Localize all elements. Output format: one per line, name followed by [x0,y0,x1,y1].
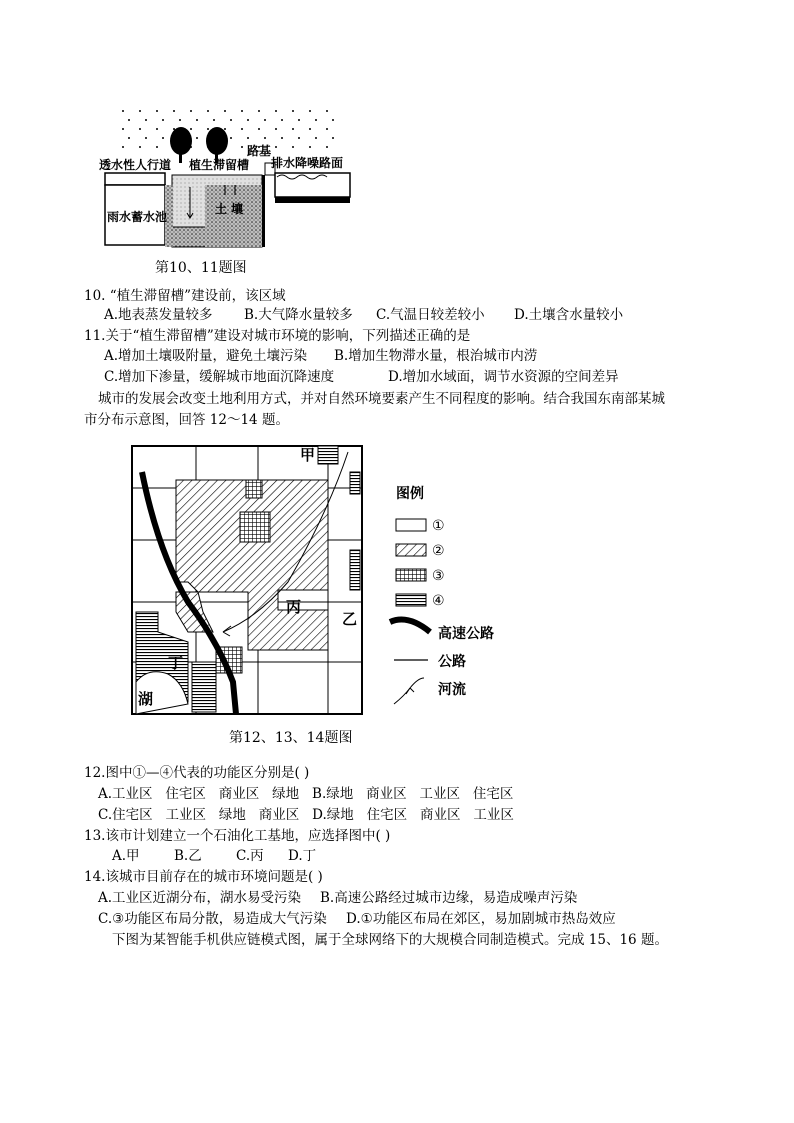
option-d: D.①功能区布局在郊区，易加剧城市热岛效应 [346,911,616,927]
rain-dot [326,146,328,148]
rain-dot [309,146,311,148]
question-14-stem: 14.该城市目前存在的城市环境问题是( ) [84,869,323,885]
rain-dot [139,110,141,112]
rain-dot [332,119,334,121]
option-a: A.工业区近湖分布，湖水易受污染 [98,890,302,906]
map-legend [390,485,494,704]
label-roadbed: 路基 [247,144,272,158]
legend-label-road: 公路 [438,654,466,670]
rain-dot [264,119,266,121]
option-d: D.增加水域面，调节水资源的空间差异 [388,369,619,385]
question-14-options-cd [98,910,616,928]
option-b: B.增加生物滞水量，根治城市内涝 [334,348,538,364]
legend-label-river: 河流 [438,682,466,698]
rain-dot [156,146,158,148]
rain-dot [247,119,249,121]
question-12-row-ab: A.工业区 住宅区 商业区 绿地 B.绿地 商业区 工业区 住宅区 [98,786,514,802]
rain-dot [156,128,158,130]
rain-dot [122,110,124,112]
rain-dot [309,128,311,130]
rain-dot [258,128,260,130]
rain-dot [281,137,283,139]
rain-dot [145,119,147,121]
label-tank: 雨水蓄水池 [107,210,168,224]
figure-bioretention-diagram [95,105,355,253]
rain-dot [241,128,243,130]
label-swale: 植生滞留槽 [189,158,250,172]
rain-dot [213,119,215,121]
intro-15-16: 下图为某智能手机供应链模式图，属于全球网络下的大规模合同制造模式。完成 15、16 题。 [112,932,668,948]
option-c: C.丙 [236,848,264,864]
rain-dot [162,137,164,139]
option-a: A.地表蒸发量较多 [104,307,213,323]
rain-dot [292,110,294,112]
legend-label-3: ③ [432,568,445,584]
rain-dot [315,119,317,121]
rain-dot [162,119,164,121]
rain-dot [128,137,130,139]
rain-dot [315,137,317,139]
option-c: C.增加下渗量，缓解城市地面沉降速度 [104,369,335,385]
rain-dot [196,119,198,121]
option-b: B.乙 [174,848,202,864]
figure-caption-12-14: 第12、13、14题图 [229,730,353,746]
legend-label-2: ② [432,543,445,559]
rain-dot [292,146,294,148]
rain-dot [292,128,294,130]
question-13-stem: 13.该市计划建立一个石油化工基地，应选择图中( ) [84,828,391,844]
question-11-options-ab [104,347,537,365]
rain-dot [281,119,283,121]
option-a: A.甲 [112,848,140,864]
rain-dot [224,110,226,112]
legend-label-expressway: 高速公路 [438,626,494,642]
place-jia: 甲 [300,446,316,464]
rain-dot [298,119,300,121]
question-14-options-ab [98,889,577,907]
intro-12-14-line1: 城市的发展会改变土地利用方式，并对自然环境要素产生不同程度的影响。结合我国东南部某城 [98,391,665,407]
rain-dot [258,110,260,112]
figure-caption-10-11: 第10、11题图 [155,260,247,276]
rain-dot [207,128,209,130]
question-10-options [104,306,623,324]
rain-dot [309,110,311,112]
rain-dot [145,137,147,139]
option-c: C.③功能区布局分散，易造成大气污染 [98,911,327,927]
rain-dot [275,128,277,130]
rain-dot [264,137,266,139]
label-road: 排水降噪路面 [271,156,344,170]
rain-dot [275,110,277,112]
rain-dot [139,128,141,130]
legend-label-4: ④ [432,593,445,609]
option-d: D.土壤含水量较小 [514,307,624,323]
option-d: D.丁 [288,848,317,864]
rain-dot [173,110,175,112]
label-sidewalk: 透水性人行道 [99,158,172,172]
rain-dot [326,110,328,112]
rain-dot [247,137,249,139]
figure-city-map [128,442,518,720]
rain-dot [332,137,334,139]
rain-dots [122,110,334,148]
rain-dot [230,119,232,121]
question-10-stem: 10. “植生滞留槽”建设前，该区域 [84,288,286,304]
place-ding: 丁 [168,654,184,672]
place-hu: 湖 [138,690,154,708]
rain-dot [275,146,277,148]
rain-dot [224,128,226,130]
rain-dot [196,137,198,139]
option-b: B.大气降水量较多 [244,307,353,323]
rain-dot [241,110,243,112]
legend-title: 图例 [396,486,424,502]
place-bing: 丙 [286,598,302,616]
option-c: C.气温日较差较小 [376,307,485,323]
question-11-options-cd [104,368,619,386]
rain-dot [326,128,328,130]
intro-12-14-line2: 市分布示意图，回答 12～14 题。 [84,412,289,428]
question-12-row-cd: C.住宅区 工业区 绿地 商业区 D.绿地 住宅区 商业区 工业区 [98,807,514,823]
rain-dot [128,119,130,121]
option-a: A.增加土壤吸附量，避免土壤污染 [104,348,308,364]
legend-label-1: ① [432,518,445,534]
rain-dot [122,128,124,130]
rain-dot [139,146,141,148]
place-yi: 乙 [342,610,358,628]
rain-dot [156,110,158,112]
rain-dot [190,110,192,112]
rain-dot [241,146,243,148]
label-soil: 土 壤 [215,202,244,216]
rain-dot [230,137,232,139]
rain-dot [122,146,124,148]
option-b: B.高速公路经过城市边缘，易造成噪声污染 [320,890,578,906]
rain-dot [298,137,300,139]
question-11-stem: 11.关于“植生滞留槽”建设对城市环境的影响，下列描述正确的是 [84,328,471,344]
rain-dot [190,128,192,130]
rain-dot [179,119,181,121]
question-13-options [112,847,316,865]
question-12-stem: 12.图中①—④代表的功能区分别是( ) [84,765,310,781]
rain-dot [207,110,209,112]
